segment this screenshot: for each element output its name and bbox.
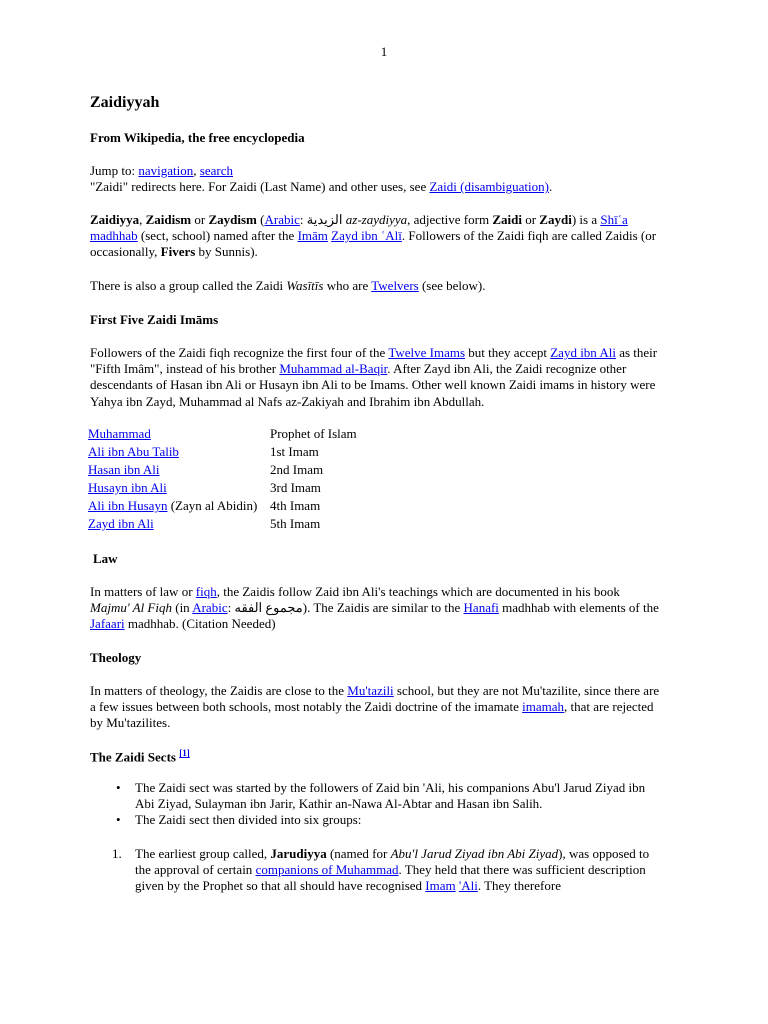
intro-text: by Sunnis).: [195, 244, 258, 260]
table-cell-role: Prophet of Islam: [270, 426, 357, 441]
table-cell-role: 5th Imam: [270, 516, 321, 531]
table-row: [87, 498, 358, 516]
list-item: [90, 812, 665, 828]
theology-text: In matters of theology, the Zaidis are close to the: [90, 683, 348, 698]
law-text: madhhab with elements of the: [498, 600, 659, 616]
jump-label: Jump to:: [90, 163, 139, 178]
term-zaydi: Zaydi: [539, 212, 572, 227]
heading-zaidi-sects-text: The Zaidi Sects: [90, 749, 180, 765]
intro-text: or: [191, 212, 209, 227]
imam-name-link[interactable]: Muhammad: [88, 426, 151, 441]
list-item-text: (named for: [326, 846, 391, 861]
imam-link[interactable]: Imām: [297, 228, 328, 244]
twelvers-link[interactable]: Twelvers: [371, 278, 419, 293]
intro-text: or: [521, 212, 540, 227]
jump-links: [90, 163, 660, 195]
term-zaydism: Zaydism: [208, 212, 257, 227]
list-number: 1.: [112, 846, 122, 861]
sects-numbered-list: [90, 846, 665, 895]
wasiti-text: There is also a group called the Zaidi: [90, 278, 287, 293]
table-cell-name: [87, 480, 269, 498]
intro-text: , adjective form: [407, 212, 493, 227]
intro-arabic-text: : الزيدية: [299, 212, 346, 227]
heading-zaidi-sects: [90, 748, 190, 765]
table-cell-role: 3rd Imam: [270, 480, 321, 495]
sects-bullet-list: [90, 780, 665, 829]
law-paragraph: [90, 584, 660, 633]
list-item-text: The Zaidi sect then divided into six groups:: [135, 812, 362, 828]
table-cell-name: [87, 516, 269, 534]
theology-text: school, but they are not Mu'tazilite, since there are a few issues between both schools, most notably the Zaidi doctrine of the imamate: [90, 683, 660, 715]
table-cell-name: [87, 498, 269, 516]
followers-text: as their "Fifth Imâm", instead of his brother: [90, 345, 658, 377]
page-title: Zaidiyyah: [90, 94, 160, 111]
imams-table: [87, 426, 358, 534]
shia-madhhab-link[interactable]: Shīʿa madhhab: [90, 212, 628, 244]
disambiguation-link[interactable]: Zaidi (disambiguation): [429, 179, 549, 195]
intro-text: ,: [139, 212, 146, 227]
table-row: [87, 462, 358, 480]
list-item-text: The earliest group called,: [135, 846, 271, 861]
followers-text: Followers of the Zaidi fiqh recognize the first four of the: [90, 345, 389, 360]
term-zaidiyya: Zaidiyya: [90, 212, 140, 227]
law-text: , the Zaidis follow Zaid ibn Ali's teachings which are documented in his book: [216, 584, 620, 599]
table-row: [87, 480, 358, 498]
zayd-ibn-ali-link[interactable]: Zayd ibn ʿAlī: [331, 228, 402, 244]
arabic-link[interactable]: Arabic: [192, 600, 228, 616]
intro-text: . Followers of the Zaidi fiqh are called Zaidis (or occasionally,: [90, 228, 657, 260]
bullet-icon: •: [116, 812, 121, 828]
law-text: (in: [171, 600, 193, 616]
heading-first-five-imams: First Five Zaidi Imāms: [90, 312, 219, 327]
table-cell-name: [87, 426, 269, 444]
list-item-text: The Zaidi sect was started by the followers of Zaid bin 'Ali, his companions Abu'l Jarud Ziyad ibn Abi Ziyad, Sulayman ibn Jarir, Kathir an-Nawa Al-Abtar and Hasan ibn Salih.: [135, 780, 646, 812]
imam-name-link[interactable]: Hasan ibn Ali: [88, 462, 160, 477]
theology-text: , that are rejected by Mu'tazilites.: [90, 699, 654, 731]
term-fivers: Fivers: [160, 244, 196, 260]
table-row: [87, 426, 358, 444]
twelve-imams-link[interactable]: Twelve Imams: [388, 345, 466, 360]
fiqh-link[interactable]: fiqh: [195, 584, 217, 599]
wasiti-text: (see below).: [418, 278, 486, 293]
intro-text: ) is a: [571, 212, 601, 227]
list-item-text: ), was opposed to the approval of certain: [135, 846, 650, 878]
imam-name-link[interactable]: Zayd ibn Ali: [88, 516, 154, 531]
heading-law: Law: [93, 551, 118, 566]
table-cell-role: 2nd Imam: [270, 462, 324, 477]
table-row: [87, 444, 358, 462]
term-wasitis: Wasītīs: [286, 278, 324, 293]
book-title: Majmu' Al Fiqh: [90, 600, 172, 616]
theology-paragraph: [90, 683, 660, 732]
imamah-link[interactable]: imamah: [522, 699, 565, 715]
transliteration: az-zaydiyya: [345, 212, 408, 227]
navigation-link[interactable]: navigation: [138, 163, 194, 178]
list-item: [90, 780, 665, 812]
jafaari-link[interactable]: Jafaari: [90, 616, 125, 632]
imam-name-extra: (Zayn al Abidin): [167, 498, 258, 513]
redirect-end: .: [548, 179, 553, 195]
law-text: In matters of law or: [90, 584, 196, 599]
wasiti-paragraph: [90, 278, 660, 294]
table-cell-role: 4th Imam: [270, 498, 321, 513]
muhammad-al-baqir-link[interactable]: Muhammad al-Baqir: [279, 361, 388, 377]
bullet-icon: •: [116, 780, 121, 795]
citation-link[interactable]: [1]: [179, 748, 190, 758]
jump-separator: ,: [193, 163, 200, 178]
heading-theology: Theology: [90, 650, 142, 665]
table-cell-role: 1st Imam: [270, 444, 319, 459]
page-number: 1: [380, 44, 388, 59]
ali-link[interactable]: 'Ali: [458, 878, 478, 894]
law-text: madhhab. (Citation Needed): [124, 616, 276, 632]
intro-text: (: [256, 212, 265, 227]
companions-link[interactable]: companions of Muhammad: [255, 862, 399, 878]
arabic-link[interactable]: Arabic: [264, 212, 300, 227]
zayd-ibn-ali-link[interactable]: Zayd ibn Ali: [550, 345, 616, 360]
table-cell-name: [87, 444, 269, 462]
intro-paragraph: [90, 212, 660, 261]
imam-name-link[interactable]: Husayn ibn Ali: [88, 480, 167, 495]
table-cell-name: [87, 462, 269, 480]
page-subtitle: From Wikipedia, the free encyclopedia: [90, 130, 305, 145]
followers-text: . After Zayd ibn Ali, the Zaidi recognize other descendants of Hasan ibn Ali or Husayn ibn Ali to be Imams. Other well known Zaidi imams in history were Yahya ibn Zayd, Muhammad al Nafs az-Zakiyah and Ibrahim ibn Abdullah.: [90, 361, 656, 409]
named-for: Abu'l Jarud Ziyad ibn Abi Ziyad: [390, 846, 559, 861]
term-zaidism: Zaidism: [145, 212, 192, 227]
hanafi-link[interactable]: Hanafi: [463, 600, 499, 616]
imam-name-link[interactable]: Ali ibn Husayn: [88, 498, 168, 513]
list-item-text: . They therefore: [477, 878, 561, 894]
followers-paragraph: [90, 345, 660, 410]
search-link[interactable]: search: [199, 163, 233, 178]
list-item: [90, 846, 665, 895]
imam-link[interactable]: Imam: [425, 878, 456, 894]
wasiti-text: who are: [323, 278, 372, 293]
intro-text: (sect, school) named after the: [137, 228, 298, 244]
term-zaidi: Zaidi: [492, 212, 522, 227]
redirect-text: "Zaidi" redirects here. For Zaidi (Last Name) and other uses, see: [90, 179, 430, 195]
list-item-text: . They held that there was sufficient description given by the Prophet so that all should have recognised: [135, 862, 646, 894]
term-jarudiyya: Jarudiyya: [270, 846, 327, 861]
table-row: [87, 516, 358, 534]
mutazili-link[interactable]: Mu'tazili: [347, 683, 394, 698]
followers-text: but they accept: [465, 345, 551, 360]
imam-name-link[interactable]: Ali ibn Abu Talib: [88, 444, 179, 459]
law-text: : مجموع الفقه). The Zaidis are similar to the: [227, 600, 464, 616]
